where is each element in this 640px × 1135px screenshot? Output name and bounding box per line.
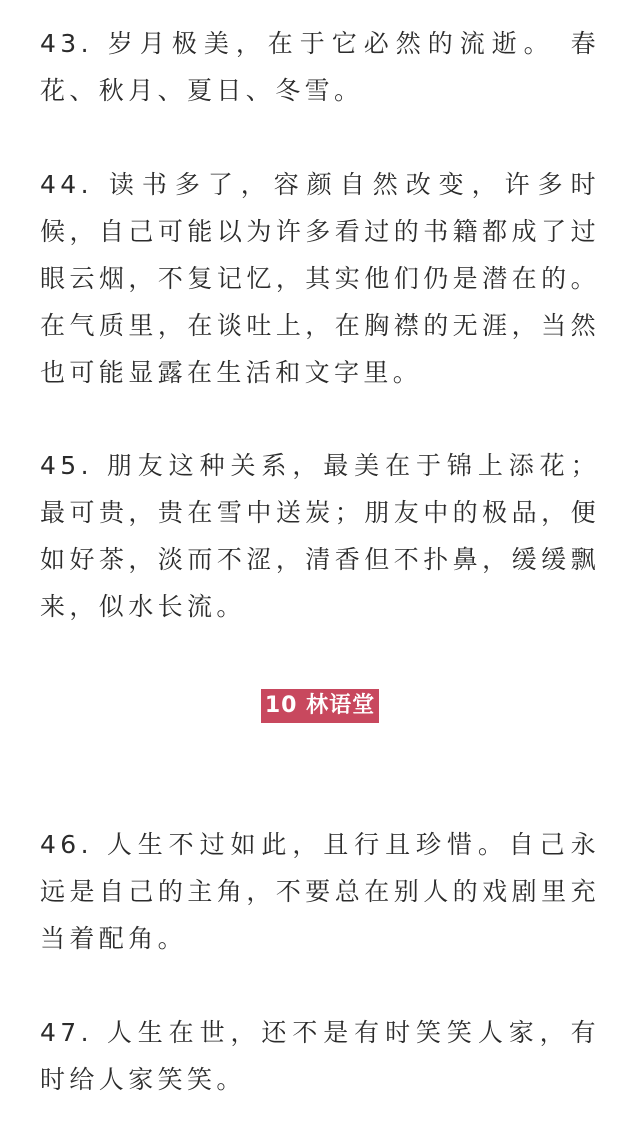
quote-46: 46. 人生不过如此，且行且珍惜。自己永远是自己的主角，不要总在别人的戏剧里充当着配角。: [40, 830, 600, 953]
section-heading: [0, 689, 640, 723]
quote-45: 45. 朋友这种关系，最美在于锦上添花；最可贵，贵在雪中送炭；朋友中的极品，便如好茶，淡而不涩，清香但不扑鼻，缓缓飘来，似水长流。: [40, 451, 600, 621]
quote-44: 44. 读书多了，容颜自然改变，许多时候，自己可能以为许多看过的书籍都成了过眼云烟，不复记忆，其实他们仍是潜在的。在气质里，在谈吐上，在胸襟的无涯，当然也可能显露在生活和文字里。: [40, 170, 600, 387]
section-badge: 10 林语堂: [261, 689, 379, 723]
quote-47: 47. 人生在世，还不是有时笑笑人家，有时给人家笑笑。: [40, 1018, 600, 1094]
quote-43: 43. 岁月极美，在于它必然的流逝。 春花、秋月、夏日、冬雪。: [40, 29, 600, 105]
